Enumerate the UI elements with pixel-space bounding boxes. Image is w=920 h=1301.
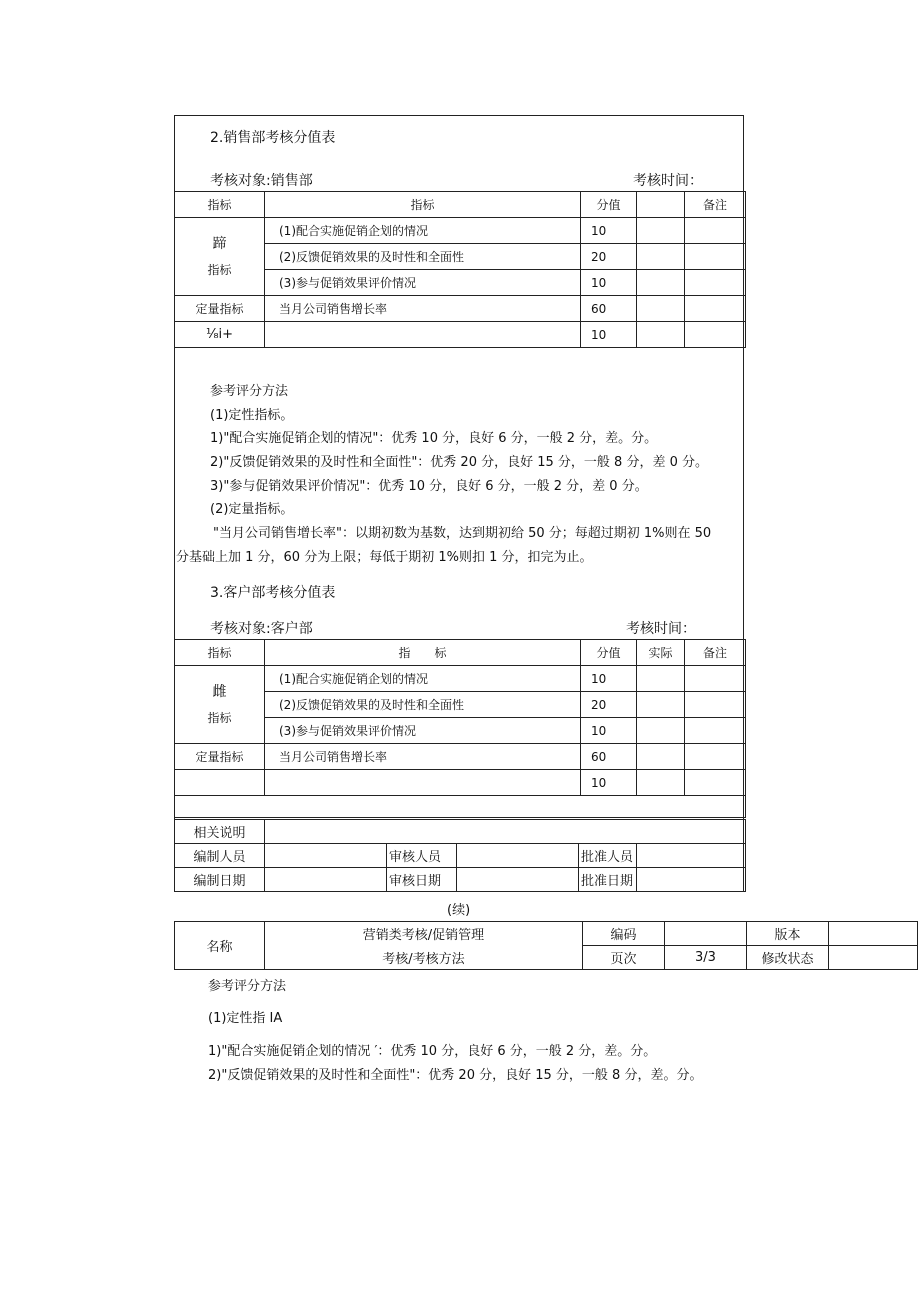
quantitative-label: 定量指标: [175, 744, 265, 770]
quantitative-value: 60: [581, 744, 637, 770]
sales-time: 考核时间：: [633, 173, 703, 189]
header-remark: 备注: [685, 640, 746, 666]
total-value: 10: [581, 770, 637, 796]
method-rule-2: 2)"反馈促销效果的及时性和全面性"：优秀 20 分，良好 15 分，一般 8 分，差 0 分。: [210, 455, 708, 470]
continued-label: (续): [447, 903, 471, 918]
total-label: [175, 770, 265, 796]
item-3-remark: [685, 270, 746, 296]
quantitative-item: 当月公司销售增长率: [265, 296, 581, 322]
method2-rule-2: 2)"反馈促销效果的及时性和全面性"：优秀 20 分，良好 15 分，一般 8 分，差。分。: [208, 1068, 703, 1083]
item-3-value: 10: [581, 718, 637, 744]
item-3-actual: [637, 718, 685, 744]
item-2-remark: [685, 692, 746, 718]
method2-rule-1: 1)"配合实施促销企划的情况 ′：优秀 10 分，良好 6 分，一般 2 分，差。分。: [208, 1044, 657, 1059]
code-label: 编码: [583, 922, 665, 946]
quantitative-remark: [685, 296, 746, 322]
approve-date-value: [637, 868, 746, 892]
status-label: 修改状态: [747, 946, 829, 970]
code-value: [665, 922, 747, 946]
version-value: [829, 922, 918, 946]
header-indicator-detail: 指标: [265, 192, 581, 218]
method-paragraph-2: 分基础上加 1 分，60 分为上限；每低于期初 1%则扣 1 分，扣完为止。: [176, 550, 593, 565]
doc-meta-table: [174, 921, 918, 970]
total-item: [265, 322, 581, 348]
item-1-value: 10: [581, 666, 637, 692]
method-paragraph-1: "当月公司销售增长率"：以期初数为基数，达到期初给 50 分；每超过期初 1%则在 50: [213, 526, 712, 541]
header-indicator: 指标: [175, 640, 265, 666]
review-date-value: [457, 868, 579, 892]
header-remark: 备注: [685, 192, 746, 218]
item-3: (3)参与促销效果评价情况: [265, 270, 581, 296]
name-label: 名称: [175, 922, 265, 970]
item-3-value: 10: [581, 270, 637, 296]
total-item: [265, 770, 581, 796]
total-actual: [637, 770, 685, 796]
method-rule-3: 3)"参与促销效果评价情况"：优秀 10 分，良好 6 分，一般 2 分，差 0 分。: [210, 479, 648, 494]
method2-title: 参考评分方法: [208, 979, 287, 994]
item-1-actual: [637, 666, 685, 692]
reviewer-value: [457, 844, 579, 868]
item-3-remark: [685, 718, 746, 744]
item-1-remark: [685, 666, 746, 692]
header-indicator-detail: 指 标: [265, 640, 581, 666]
quantitative-value: 60: [581, 296, 637, 322]
sales-heading: 2.销售部考核分值表: [210, 130, 336, 146]
method2-qualitative: (1)定性指 IA: [208, 1011, 283, 1026]
related-notes-value: [265, 820, 746, 844]
header-score: 分值: [581, 640, 637, 666]
approver-value: [637, 844, 746, 868]
quantitative-label: 定量指标: [175, 296, 265, 322]
editor-label: 编制人员: [175, 844, 265, 868]
page-value: 3/3: [665, 946, 747, 970]
related-notes-label: 相关说明: [175, 820, 265, 844]
signoff-table: [174, 819, 746, 892]
item-2-actual: [637, 692, 685, 718]
quantitative-actual: [637, 744, 685, 770]
sales-score-table: [174, 191, 746, 348]
edit-date-value: [265, 868, 387, 892]
quantitative-remark: [685, 744, 746, 770]
page-label: 页次: [583, 946, 665, 970]
total-value: 10: [581, 322, 637, 348]
item-1: (1)配合实施促销企划的情况: [265, 218, 581, 244]
qualitative-cell: [175, 666, 265, 744]
header-indicator: 指标: [175, 192, 265, 218]
total-remark: [685, 770, 746, 796]
total-remark: [685, 322, 746, 348]
header-actual: 实际: [637, 640, 685, 666]
client-time: 考核时间：: [626, 621, 696, 637]
item-1-remark: [685, 218, 746, 244]
qualitative-label: 指标: [207, 710, 232, 725]
item-2-remark: [685, 244, 746, 270]
version-label: 版本: [747, 922, 829, 946]
qualitative-cell: [175, 218, 265, 296]
edit-date-label: 编制日期: [175, 868, 265, 892]
client-target: 考核对象:客户部: [210, 621, 313, 637]
method-qualitative: (1)定性指标。: [210, 408, 294, 423]
name-value-line-1: 营销类考核/促销管理: [265, 922, 583, 946]
quantitative-actual: [637, 296, 685, 322]
item-2: (2)反馈促销效果的及时性和全面性: [265, 244, 581, 270]
client-score-table: [174, 639, 746, 818]
item-2: (2)反馈促销效果的及时性和全面性: [265, 692, 581, 718]
item-2-value: 20: [581, 244, 637, 270]
approver-label: 批准人员: [579, 844, 637, 868]
sales-target: 考核对象:销售部: [210, 173, 313, 189]
qualitative-glyph: 蹄: [212, 235, 227, 252]
header-actual: [637, 192, 685, 218]
item-2-value: 20: [581, 692, 637, 718]
item-3: (3)参与促销效果评价情况: [265, 718, 581, 744]
qualitative-label: 指标: [207, 262, 232, 277]
editor-value: [265, 844, 387, 868]
header-score: 分值: [581, 192, 637, 218]
name-value-line-2: 考核/考核方法: [265, 946, 583, 970]
approve-date-label: 批准日期: [579, 868, 637, 892]
item-1: (1)配合实施促销企划的情况: [265, 666, 581, 692]
total-actual: [637, 322, 685, 348]
method-title: 参考评分方法: [210, 384, 289, 399]
client-heading: 3.客户部考核分值表: [210, 585, 336, 601]
review-date-label: 审核日期: [387, 868, 457, 892]
status-value: [829, 946, 918, 970]
blank-row: [175, 796, 746, 818]
quantitative-item: 当月公司销售增长率: [265, 744, 581, 770]
item-1-value: 10: [581, 218, 637, 244]
qualitative-glyph: 雌: [212, 683, 227, 700]
reviewer-label: 审核人员: [387, 844, 457, 868]
method-rule-1: 1)"配合实施促销企划的情况"：优秀 10 分，良好 6 分，一般 2 分，差。分。: [210, 431, 658, 446]
total-label: ⅟₈i+: [175, 322, 265, 348]
method-quantitative: (2)定量指标。: [210, 502, 294, 517]
item-2-actual: [637, 244, 685, 270]
item-1-actual: [637, 218, 685, 244]
item-3-actual: [637, 270, 685, 296]
